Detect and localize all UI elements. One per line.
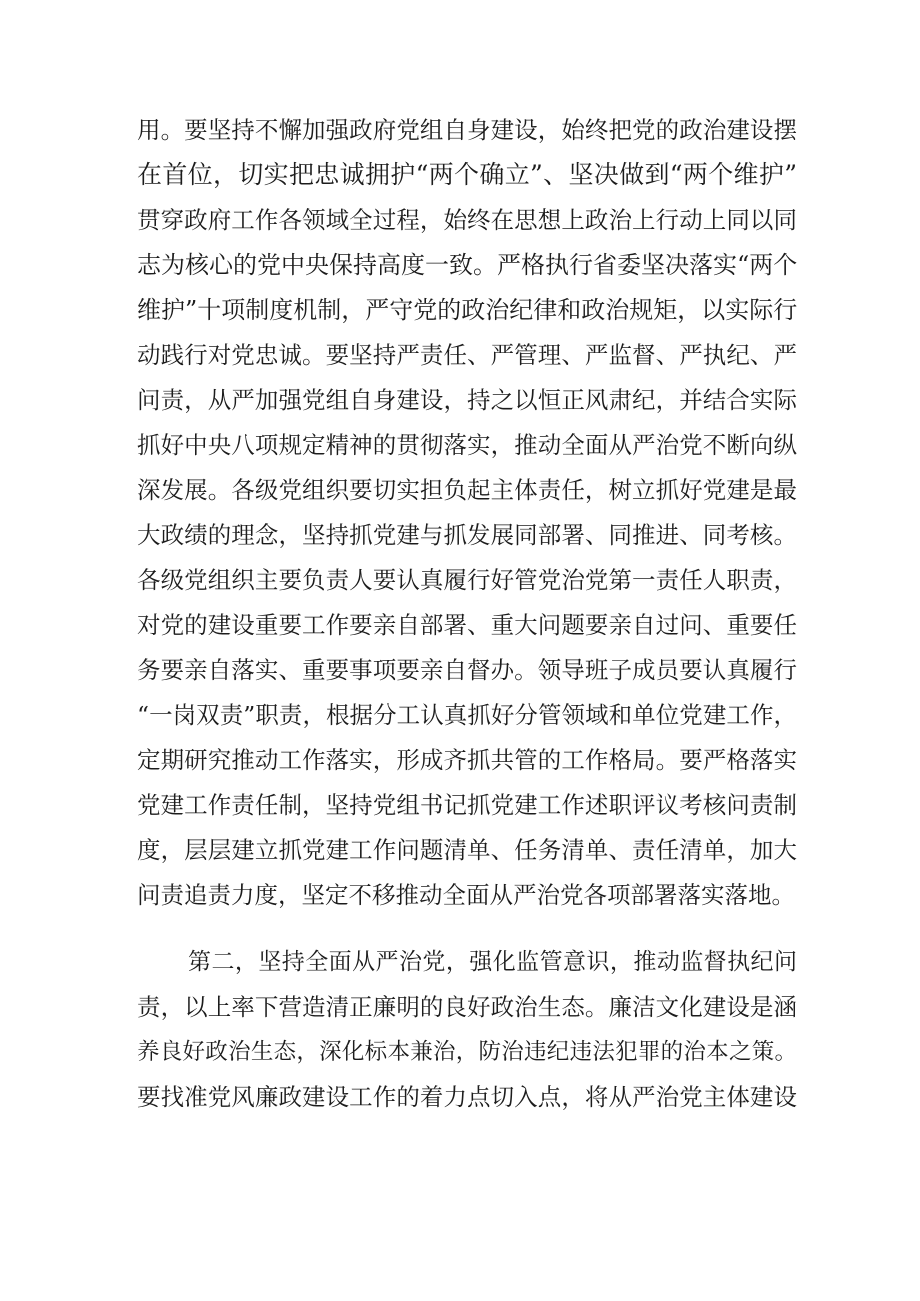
text-line: 党建工作责任制，坚持党组书记抓党建工作述职评议考核问责制	[137, 791, 797, 819]
text-line: 养良好政治生态，深化标本兼治，防治违纪违法犯罪的治本之策。	[137, 1039, 797, 1065]
text-line: 志为核心的党中央保持高度一致。严格执行省委坚决落实“两个	[137, 251, 798, 279]
text-line: 度，层层建立抓党建工作问题清单、任务清单、责任清单，加大	[137, 836, 797, 864]
text-line: 对党的建设重要工作要亲自部署、重大问题要亲自过问、重要任	[137, 611, 797, 639]
text-line: 深发展。各级党组织要切实担负起主体责任，树立抓好党建是最	[137, 476, 797, 504]
text-line: 用。要坚持不懈加强政府党组自身建设，始终把党的政治建设摆	[137, 116, 797, 144]
text-line: 抓好中央八项规定精神的贯彻落实，推动全面从严治党不断向纵	[137, 431, 797, 459]
text-line: 定期研究推动工作落实，形成齐抓共管的工作格局。要严格落实	[137, 746, 797, 774]
text-line: 大政绩的理念，坚持抓党建与抓发展同部署、同推进、同考核。	[137, 521, 797, 549]
text-line: 维护”十项制度机制，严守党的政治纪律和政治规矩，以实际行	[137, 296, 798, 324]
text-line: 动践行对党忠诚。要坚持严责任、严管理、严监督、严执纪、严	[137, 341, 797, 369]
text-line: 在首位，切实把忠诚拥护“两个确立”、坚决做到“两个维护”	[137, 160, 797, 189]
text-line: 各级党组织主要负责人要认真履行好管党治党第一责任人职责，	[137, 566, 797, 594]
text-line: 责，以上率下营造清正廉明的良好政治生态。廉洁文化建设是涵	[137, 993, 797, 1021]
text-line: “一岗双责”职责，根据分工认真抓好分管领域和单位党建工作，	[137, 701, 797, 729]
paragraph-first-line: 第二，坚持全面从严治党，强化监管意识，推动监督执纪问	[188, 949, 797, 975]
text-line: 要找准党风廉政建设工作的着力点切入点，将从严治党主体建设	[137, 1083, 797, 1111]
paragraph-end-line: 问责追责力度，坚定不移推动全面从严治党各项部署落实落地。	[137, 881, 795, 909]
text-line: 问责，从严加强党组自身建设，持之以恒正风肃纪，并结合实际	[137, 386, 797, 414]
text-line: 贯穿政府工作各领域全过程，始终在思想上政治上行动上同以同	[137, 206, 797, 234]
text-line: 务要亲自落实、重要事项要亲自督办。领导班子成员要认真履行	[137, 656, 797, 684]
